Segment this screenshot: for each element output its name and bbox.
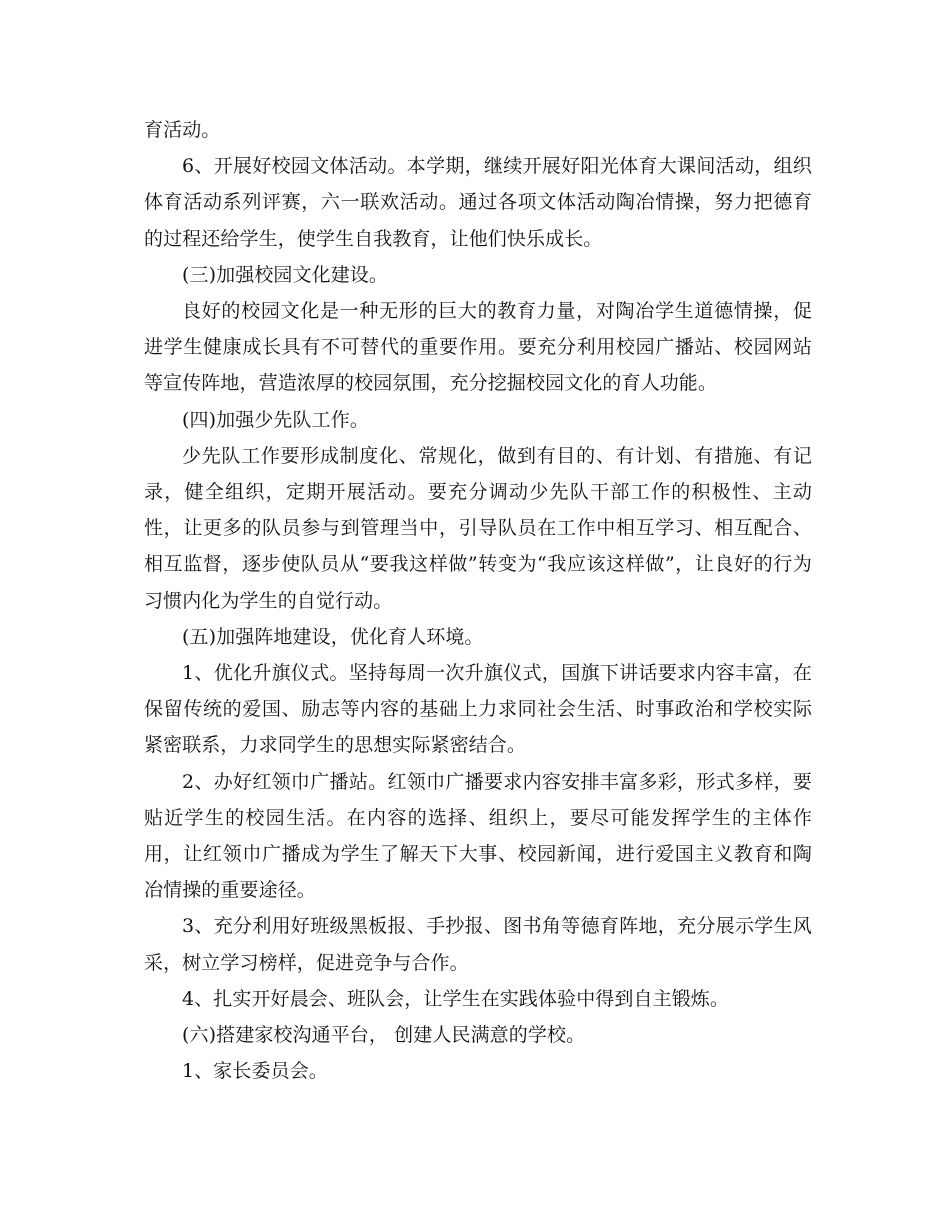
paragraph-item-4-morning-meeting: 4、扎实开好晨会、班队会，让学生在实践体验中得到自主锻炼。 bbox=[182, 987, 729, 1010]
paragraph-item-2-broadcast-station: 2、办好红领巾广播站。红领巾广播要求内容安排丰富多彩，形式多样，要贴近学生的校园生活。在内容的选择、组织上，要尽可能发挥学生的主体作用，让红领巾广播成为学生了解天下大事、校园新闻，进行爱国主义教育和陶冶情操的重要途径。 bbox=[144, 770, 812, 902]
document-body bbox=[144, 112, 812, 1089]
section-heading-5: (五)加强阵地建设，优化育人环境。 bbox=[182, 625, 484, 648]
paragraph-item-1-parent-committee: 1、家长委员会。 bbox=[182, 1060, 328, 1083]
paragraph-campus-culture: 良好的校园文化是一种无形的巨大的教育力量，对陶冶学生道德情操，促进学生健康成长具有不可替代的重要作用。要充分利用校园广播站、校园网站等宣传阵地，营造浓厚的校园氛围，充分挖掘校园文化的育人功能。 bbox=[144, 300, 812, 395]
paragraph-item-1-flag-ceremony: 1、优化升旗仪式。坚持每周一次升旗仪式，国旗下讲话要求内容丰富，在保留传统的爱国、励志等内容的基础上力求同社会生活、时事政治和学校实际紧密联系，力求同学生的思想实际紧密结合。 bbox=[144, 662, 812, 757]
section-heading-4: (四)加强少先队工作。 bbox=[182, 408, 369, 431]
paragraph-item-3-blackboard: 3、充分利用好班级黑板报、手抄报、图书角等德育阵地，充分展示学生风采，树立学习榜样，促进竞争与合作。 bbox=[144, 915, 812, 974]
paragraph-young-pioneers: 少先队工作要形成制度化、常规化，做到有目的、有计划、有措施、有记录，健全组织，定期开展活动。要充分调动少先队干部工作的积极性、主动性，让更多的队员参与到管理当中，引导队员在工作中相互学习、相互配合、相互监督，逐步使队员从“要我这样做”转变为“我应该这样做”，让良好的行为习惯内化为学生的自觉行动。 bbox=[144, 444, 812, 612]
paragraph-continuation: 育活动。 bbox=[144, 119, 221, 141]
section-heading-6: (六)搭建家校沟通平台， 创建人民满意的学校。 bbox=[182, 1024, 586, 1047]
section-heading-3: (三)加强校园文化建设。 bbox=[182, 263, 389, 286]
paragraph-item-6-sports-activities: 6、开展好校园文体活动。本学期，继续开展好阳光体育大课间活动，组织体育活动系列评赛，六一联欢活动。通过各项文体活动陶冶情操，努力把德育的过程还给学生，使学生自我教育，让他们快乐成长。 bbox=[144, 155, 812, 250]
